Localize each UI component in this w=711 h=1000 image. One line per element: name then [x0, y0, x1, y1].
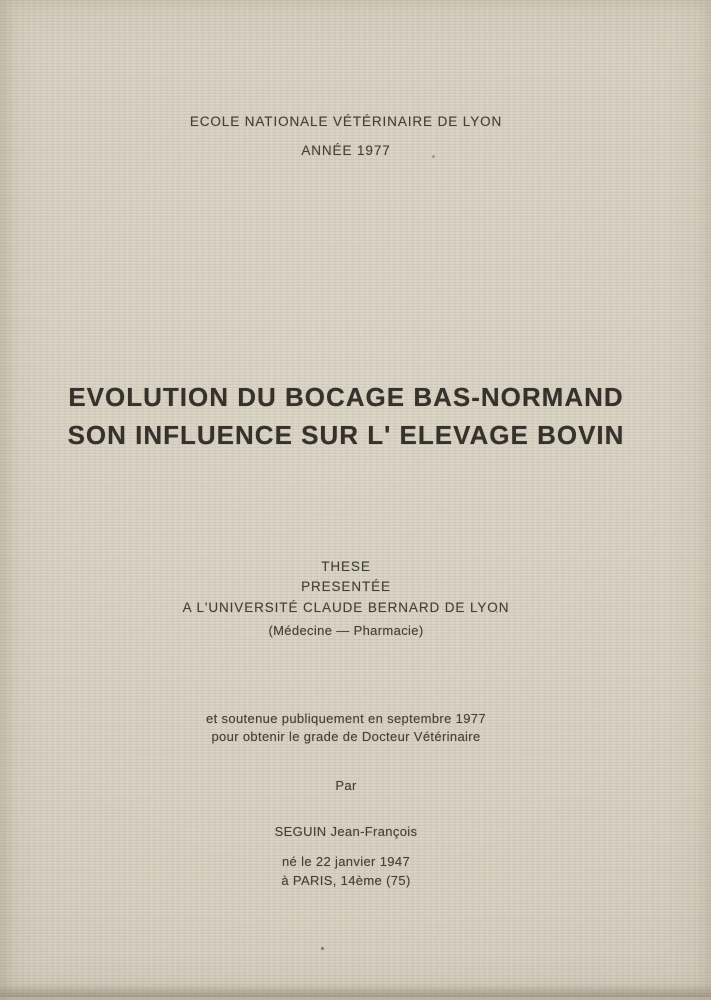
- defense-line-2: pour obtenir le grade de Docteur Vétérinaire: [211, 729, 481, 744]
- author-birth-date: né le 22 janvier 1947: [281, 854, 411, 869]
- main-title: [0, 378, 692, 454]
- university-line: A L'UNIVERSITÉ CLAUDE BERNARD DE LYON: [182, 600, 510, 615]
- main-title-line-1: EVOLUTION DU BOCAGE BAS-NORMAND: [68, 382, 624, 412]
- by-label: Par: [335, 778, 357, 793]
- defense-line-1: et soutenue publiquement en septembre 1977: [206, 711, 486, 726]
- author-name: SEGUIN Jean-François: [274, 824, 418, 839]
- thesis-presented-label: PRESENTÉE: [301, 579, 391, 594]
- main-title-line-2: SON INFLUENCE SUR L' ELEVAGE BOVIN: [67, 420, 625, 450]
- faculties-line: (Médecine — Pharmacie): [268, 623, 424, 638]
- thesis-label: THESE: [321, 559, 371, 574]
- school-name: ECOLE NATIONALE VÉTÉRINAIRE DE LYON: [189, 114, 503, 129]
- author-birth-place: à PARIS, 14ème (75): [281, 873, 411, 888]
- year-line: ANNÉE 1977: [301, 143, 391, 158]
